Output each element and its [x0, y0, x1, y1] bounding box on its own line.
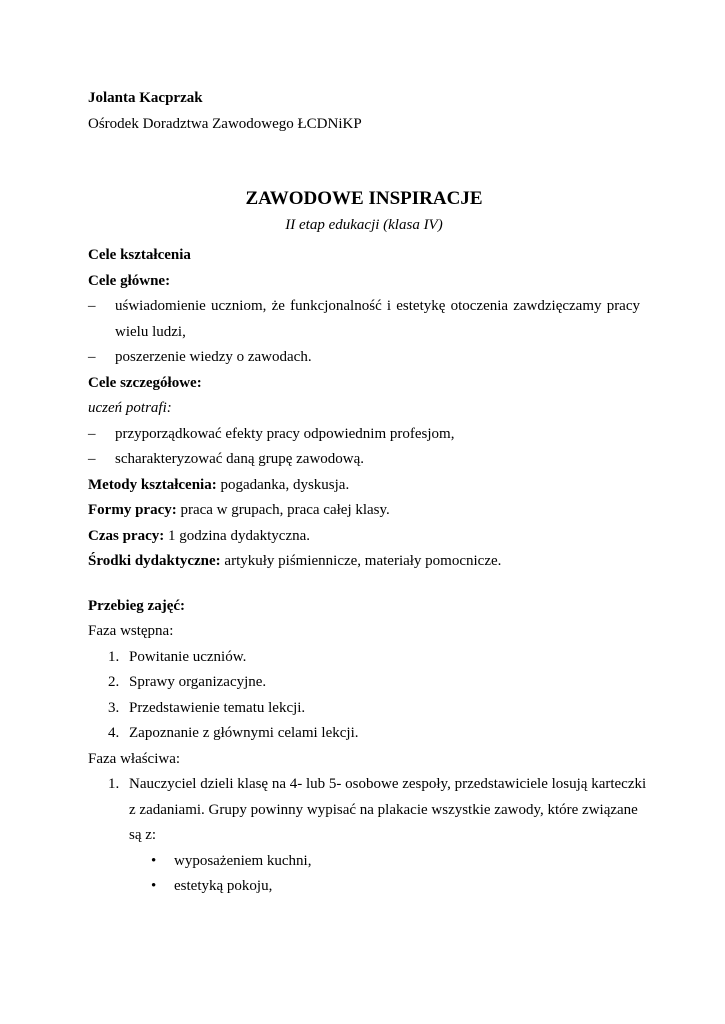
institution-name: Ośrodek Doradztwa Zawodowego ŁCDNiKP: [88, 115, 362, 132]
item-number: 3.: [108, 699, 120, 716]
info-value: pogadanka, dyskusja.: [216, 476, 350, 493]
document-title: ZAWODOWE INSPIRACJE: [245, 188, 483, 209]
bullet-item: [88, 849, 640, 875]
bullet-text: wyposażeniem kuchni,: [174, 852, 312, 869]
item-text: Przedstawienie tematu lekcji.: [129, 699, 306, 716]
main-goal-item: [88, 345, 640, 371]
main-phase-item: [88, 772, 647, 849]
item-number: 2.: [108, 674, 120, 690]
info-duration: [88, 524, 640, 550]
document-subtitle: II etap edukacji (klasa IV): [285, 217, 443, 233]
intro-phase-label: Faza wstępna:: [88, 623, 174, 639]
document-page: [88, 86, 647, 900]
item-number: 1.: [108, 648, 120, 665]
intro-phase-item: [88, 645, 640, 671]
main-goal-text: poszerzenie wiedzy o zawodach.: [115, 349, 312, 365]
item-text: Powitanie uczniów.: [129, 648, 247, 665]
info-label: Metody kształcenia:: [88, 476, 217, 493]
info-label: Czas pracy:: [88, 527, 165, 544]
item-text-line: Nauczyciel dzieli klasę na 4- lub 5- osobowe zespoły, przedstawiciele losują karteczki: [129, 776, 647, 792]
main-goals-heading: Cele główne:: [88, 272, 171, 289]
info-methods: [88, 473, 640, 499]
info-value: artykuły piśmiennicze, materiały pomocnicze.: [220, 553, 502, 569]
detailed-goal-item: [88, 447, 640, 473]
info-value: 1 godzina dydaktyczna.: [164, 527, 311, 544]
main-phase-label: Faza właściwa:: [88, 750, 181, 767]
detailed-goal-item: [88, 422, 640, 448]
info-label: Środki dydaktyczne:: [88, 553, 221, 569]
detailed-goal-text: przyporządkować efekty pracy odpowiednim profesjom,: [115, 425, 455, 442]
intro-phase-item: [88, 696, 640, 722]
item-text: Zapoznanie z głównymi celami lekcji.: [129, 725, 359, 741]
intro-phase-item: [88, 721, 640, 747]
bullet-marker: •: [151, 852, 157, 869]
detailed-goal-text: scharakteryzować daną grupę zawodową.: [115, 451, 365, 467]
dash-marker: –: [88, 451, 96, 467]
item-text-line: są z:: [129, 827, 157, 843]
info-forms: [88, 498, 640, 524]
info-materials: [88, 549, 640, 575]
spacer: [88, 575, 640, 594]
dash-marker: –: [88, 425, 96, 442]
course-heading: Przebieg zajęć:: [88, 597, 186, 614]
bullet-text: estetyką pokoju,: [174, 878, 273, 894]
main-goal-item: [88, 294, 640, 345]
info-value: praca w grupach, praca całej klasy.: [176, 502, 390, 518]
item-text-line: z zadaniami. Grupy powinny wypisać na plakacie wszystkie zawody, które związane: [129, 801, 638, 818]
info-label: Formy pracy:: [88, 502, 177, 518]
detailed-goals-heading: Cele szczegółowe:: [88, 374, 202, 391]
author-name: Jolanta Kacprzak: [88, 90, 203, 106]
detailed-goals-intro: uczeń potrafi:: [88, 400, 172, 416]
goals-heading: Cele kształcenia: [88, 247, 191, 263]
item-text: Sprawy organizacyjne.: [129, 674, 267, 690]
dash-marker: –: [88, 349, 96, 365]
bullet-item: [88, 874, 640, 900]
item-number: 4.: [108, 725, 120, 741]
intro-phase-item: [88, 670, 640, 696]
bullet-marker: •: [151, 878, 157, 894]
dash-marker: –: [88, 298, 96, 314]
item-number: 1.: [108, 776, 120, 792]
main-goal-text: uświadomienie uczniom, że funkcjonalność i estetykę otoczenia zawdzięczamy pracy wielu ludzi,: [115, 298, 640, 340]
